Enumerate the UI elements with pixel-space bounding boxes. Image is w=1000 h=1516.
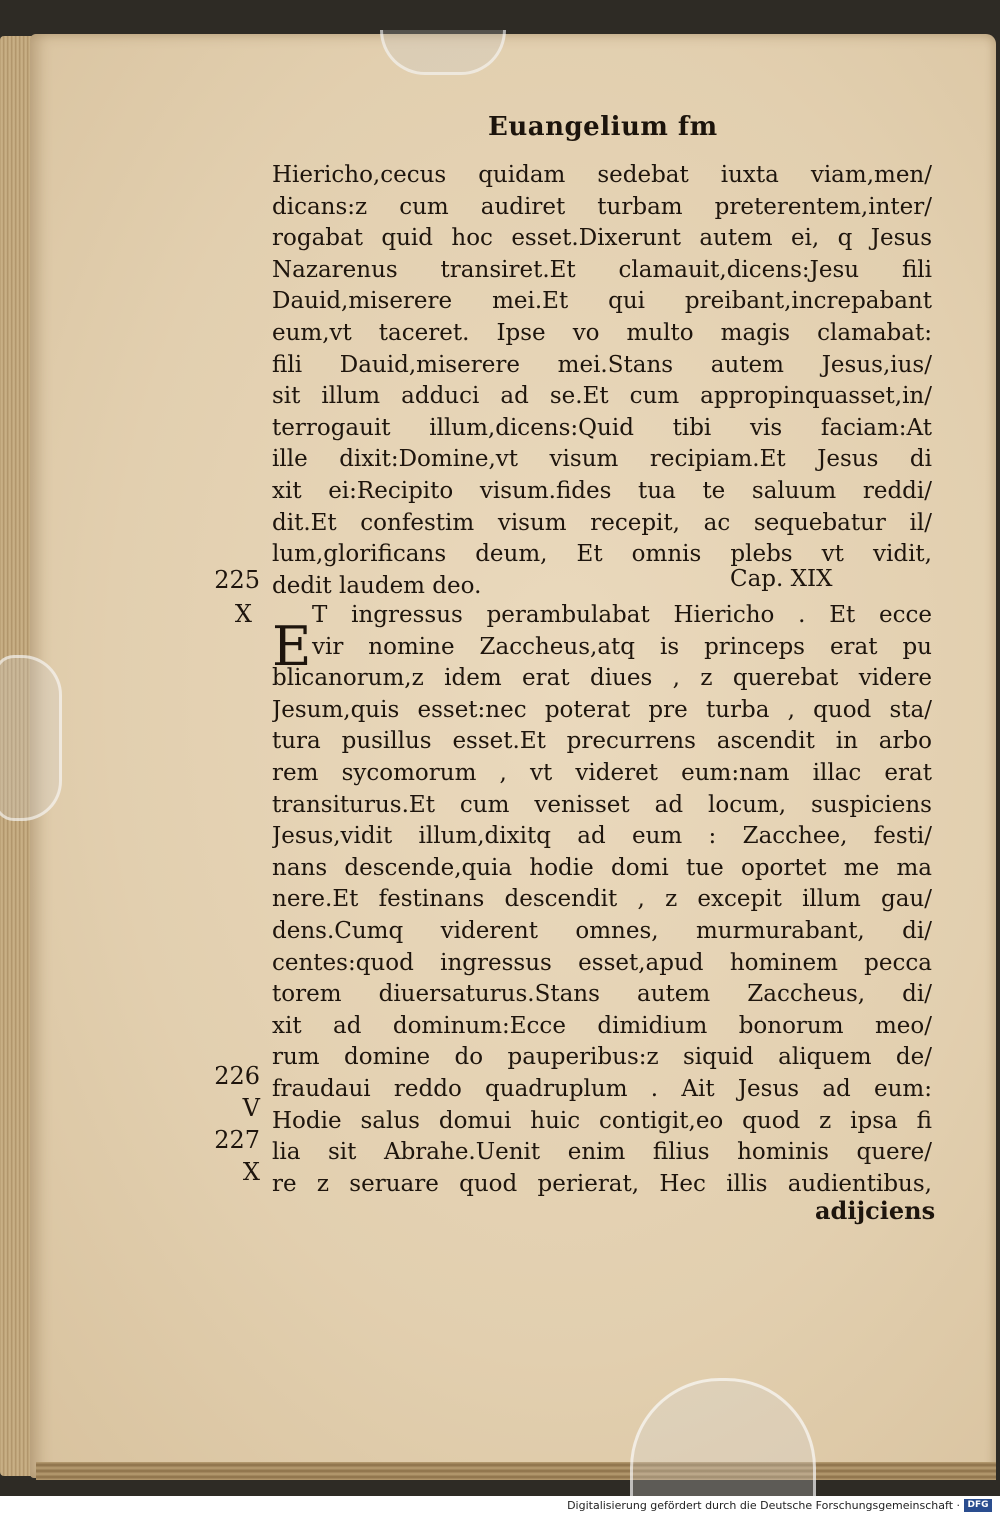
text-line: Jesum,quis esset:nec poterat pre turba , quod sta/ bbox=[272, 696, 932, 723]
text-line: eum,vt taceret. Ipse vo multo magis clamabat: bbox=[272, 319, 932, 346]
margin-letter: V bbox=[242, 1094, 260, 1122]
text-line: fili Dauid,miserere mei.Stans autem Jesus,ius/ bbox=[272, 351, 932, 378]
margin-verse-number: 226 bbox=[214, 1062, 260, 1090]
margin-letter: X bbox=[234, 600, 252, 628]
text-line: Hiericho,cecus quidam sedebat iuxta viam,men/ bbox=[272, 162, 932, 188]
text-line: transiturus.Et cum venisset ad locum, suspiciens bbox=[272, 791, 932, 818]
text-line: T ingressus perambulabat Hiericho . Et ecce bbox=[312, 602, 932, 628]
funding-credit: Digitalisierung gefördert durch die Deutsche Forschungsgemeinschaft · bbox=[567, 1499, 960, 1512]
text-block-bottom bbox=[272, 600, 932, 1200]
text-block-top bbox=[272, 160, 932, 602]
book-bottom-edge bbox=[36, 1462, 996, 1480]
text-line: centes:quod ingressus esset,apud hominem pecca bbox=[272, 949, 932, 976]
text-line: rum domine do pauperibus:z siquid aliquem de/ bbox=[272, 1044, 932, 1071]
chapter-heading: Cap. XIX bbox=[730, 566, 833, 592]
text-line: xit ei:Recipito visum.fides tua te saluum reddi/ bbox=[272, 477, 932, 504]
text-line: torem diuersaturus.Stans autem Zaccheus, di/ bbox=[272, 981, 932, 1008]
drop-capital: E bbox=[272, 615, 312, 678]
text-line: rogabat quid hoc esset.Dixerunt autem ei, q Jesus bbox=[272, 225, 932, 252]
text-line: ille dixit:Domine,vt visum recipiam.Et Jesus di bbox=[272, 446, 932, 473]
text-line: Jesus,vidit illum,dixitq ad eum : Zacchee, festi/ bbox=[272, 823, 932, 850]
text-line: lia sit Abrahe.Uenit enim filius hominis quere/ bbox=[272, 1139, 932, 1166]
text-line: re z seruare quod perierat, Hec illis audientibus, bbox=[272, 1170, 932, 1197]
text-line: fraudaui reddo quadruplum . Ait Jesus ad eum: bbox=[272, 1075, 932, 1102]
glass-clip-left bbox=[0, 655, 62, 821]
text-line: dit.Et confestim visum recepit, ac sequebatur il/ bbox=[272, 509, 932, 536]
text-line: lum,glorificans deum, Et omnis plebs vt vidit, bbox=[272, 541, 932, 568]
margin-letter: X bbox=[242, 1158, 260, 1186]
margin-verse-number: 225 bbox=[214, 566, 260, 594]
text-line: xit ad dominum:Ecce dimidium bonorum meo/ bbox=[272, 1012, 932, 1039]
footer-bar bbox=[0, 1496, 1000, 1516]
margin-verse-number: 227 bbox=[214, 1126, 260, 1154]
text-line: Dauid,miserere mei.Et qui preibant,increpabant bbox=[272, 288, 932, 315]
catchword: adijciens bbox=[815, 1196, 936, 1225]
text-line: Hodie salus domui huic contigit,eo quod z ipsa fi bbox=[272, 1107, 932, 1134]
text-line: tura pusillus esset.Et precurrens ascendit in arbo bbox=[272, 728, 932, 755]
text-line: terrogauit illum,dicens:Quid tibi vis faciam:At bbox=[272, 414, 932, 441]
text-line-last: dedit laudem deo. bbox=[272, 572, 482, 599]
text-line: sit illum adduci ad se.Et cum appropinquasset,in/ bbox=[272, 383, 932, 410]
dfg-logo: DFG bbox=[964, 1499, 992, 1512]
text-line: rem sycomorum , vt videret eum:nam illac erat bbox=[272, 759, 932, 786]
text-line: dens.Cumq viderent omnes, murmurabant, di/ bbox=[272, 917, 932, 944]
running-header: Euangelium fm bbox=[488, 112, 718, 142]
text-line: Nazarenus transiret.Et clamauit,dicens:Jesu fili bbox=[272, 256, 932, 283]
text-line: dicans:z cum audiret turbam preterentem,inter/ bbox=[272, 193, 932, 220]
text-line: nans descende,quia hodie domi tue oportet me ma bbox=[272, 854, 932, 881]
text-line: nere.Et festinans descendit , z excepit illum gau/ bbox=[272, 886, 932, 913]
text-line: vir nomine Zaccheus,atq is princeps erat pu bbox=[312, 633, 932, 660]
text-line: blicanorum,z idem erat diues , z querebat videre bbox=[272, 665, 932, 692]
